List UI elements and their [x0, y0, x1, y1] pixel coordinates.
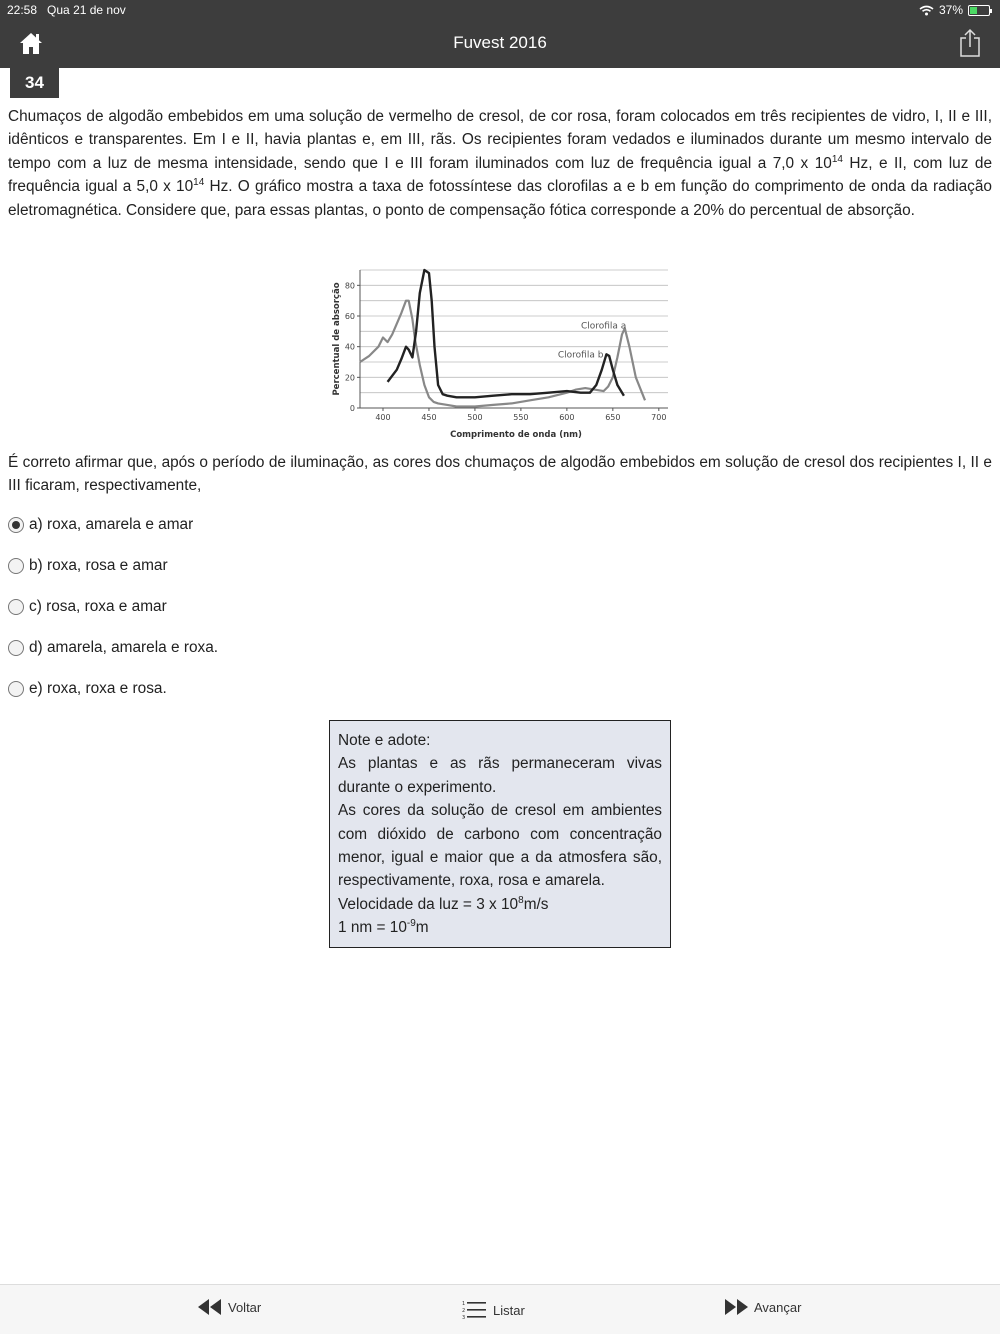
battery-level	[970, 7, 977, 14]
battery-icon	[968, 5, 990, 16]
exponent-2: 14	[193, 177, 205, 189]
option-b[interactable]	[8, 557, 168, 575]
status-right	[919, 3, 990, 17]
y-tick-label: 80	[344, 281, 355, 291]
x-tick-label: 450	[421, 413, 437, 422]
list-label: Listar	[493, 1302, 525, 1318]
option-d[interactable]	[8, 639, 218, 657]
rewind-icon	[198, 1299, 222, 1315]
share-icon[interactable]	[958, 28, 982, 58]
radio-button-a[interactable]	[8, 517, 24, 533]
status-bar	[0, 0, 1000, 20]
x-tick-label: 700	[651, 413, 667, 422]
y-tick-label: 60	[344, 312, 355, 321]
wifi-icon	[919, 5, 934, 16]
note-line-3	[338, 893, 662, 916]
radio-button-e[interactable]	[8, 681, 24, 697]
option-e-label: e) roxa, roxa e rosa.	[29, 680, 167, 697]
top-bar	[0, 0, 1000, 68]
option-c-label: c) rosa, roxa e amar	[29, 598, 167, 615]
note-line-3-exp: 8	[518, 894, 524, 906]
note-box	[329, 720, 671, 948]
y-axis-label: Percentual de absorção	[332, 282, 342, 396]
note-line-2: As cores da solução de cresol em ambientes com dióxido de carbono com concentração menor, igual e maior que a da atmosfera são, respectivamente, roxa, rosa e amarela.	[338, 802, 662, 890]
series-label-clorofila-a: Clorofila a	[580, 321, 627, 332]
note-line-4-text: 1 nm = 10	[338, 919, 407, 937]
option-c[interactable]	[8, 598, 167, 616]
statement-part-1: Chumaços de algodão embebidos em uma solução de vermelho de cresol, de cor rosa, foram colocados em três recipientes de vidro, I, II e III, idênticos e transparentes. Em I e II, havia plantas e, em III, rãs. Os recipientes foram vedados e iluminados durante um mesmo intervalo de tempo com a luz de mesma intensidade, sendo que I e III foram iluminados com luz de frequência igual a 7,0 x 10	[8, 108, 992, 172]
svg-text:1: 1	[462, 1301, 466, 1307]
option-d-label: d) amarela, amarela e roxa.	[29, 639, 219, 656]
radio-button-b[interactable]	[8, 558, 24, 574]
option-e[interactable]	[8, 680, 167, 698]
list-icon	[462, 1299, 487, 1321]
note-line-4-unit: m	[415, 919, 429, 937]
x-tick-label: 600	[559, 413, 575, 422]
list-button[interactable]	[462, 1299, 525, 1321]
absorption-chart	[330, 262, 672, 440]
svg-text:2: 2	[462, 1308, 466, 1314]
page-title: Fuvest 2016	[453, 33, 547, 52]
y-tick-label: 20	[344, 373, 355, 383]
note-title: Note e adote:	[338, 732, 431, 749]
next-button[interactable]	[724, 1299, 801, 1315]
note-line-3-text: Velocidade da luz = 3 x 10	[338, 895, 519, 913]
bottom-toolbar	[0, 1284, 1000, 1334]
radio-button-c[interactable]	[8, 599, 24, 615]
question-statement	[8, 105, 992, 222]
x-tick-label: 650	[605, 413, 621, 422]
note-line-3-unit: m/s	[523, 895, 549, 913]
question-number: 34	[10, 68, 59, 98]
back-label: Voltar	[228, 1299, 262, 1315]
exponent-1: 14	[831, 153, 843, 165]
time-text: 22:58	[7, 3, 38, 17]
note-line-1: As plantas e as rãs permaneceram vivas durante o experimento.	[338, 755, 662, 796]
date-text: Qua 21 de nov	[47, 3, 126, 17]
statement-part-2: Hz, e II, com luz de frequência igual a 5,0 x 10	[8, 154, 993, 196]
battery-percent: 37%	[938, 3, 963, 17]
x-tick-label: 550	[513, 413, 529, 422]
note-line-4	[338, 916, 662, 939]
fast-forward-icon	[724, 1299, 748, 1315]
radio-button-d[interactable]	[8, 640, 24, 656]
x-tick-label: 400	[375, 413, 391, 422]
x-axis-label: Comprimento de onda (nm)	[450, 430, 582, 440]
note-line-4-exp: -9	[406, 918, 416, 930]
series-label-clorofila-b: Clorofila b	[557, 350, 604, 361]
option-a-label: a) roxa, amarela e amar	[29, 516, 194, 533]
x-tick-label: 500	[467, 413, 483, 422]
status-time	[7, 3, 126, 17]
y-tick-label: 0	[349, 404, 355, 413]
back-button[interactable]	[198, 1299, 261, 1315]
statement-part-3: Hz. O gráfico mostra a taxa de fotossíntese das clorofilas a e b em função do comprimento de onda da radiação eletromagnética. Considere que, para essas plantas, o ponto de compensação fótica corresponde a 20% do percentual de absorção.	[8, 178, 992, 219]
option-a[interactable]	[8, 516, 193, 534]
next-label: Avançar	[754, 1299, 802, 1315]
option-b-label: b) roxa, rosa e amar	[29, 557, 168, 574]
question-prompt: É correto afirmar que, após o período de iluminação, as cores dos chumaços de algodão embebidos em solução de cresol dos recipientes I, II e III ficaram, respectivamente,	[8, 454, 992, 495]
y-tick-label: 40	[344, 342, 355, 352]
svg-text:3: 3	[462, 1315, 466, 1321]
